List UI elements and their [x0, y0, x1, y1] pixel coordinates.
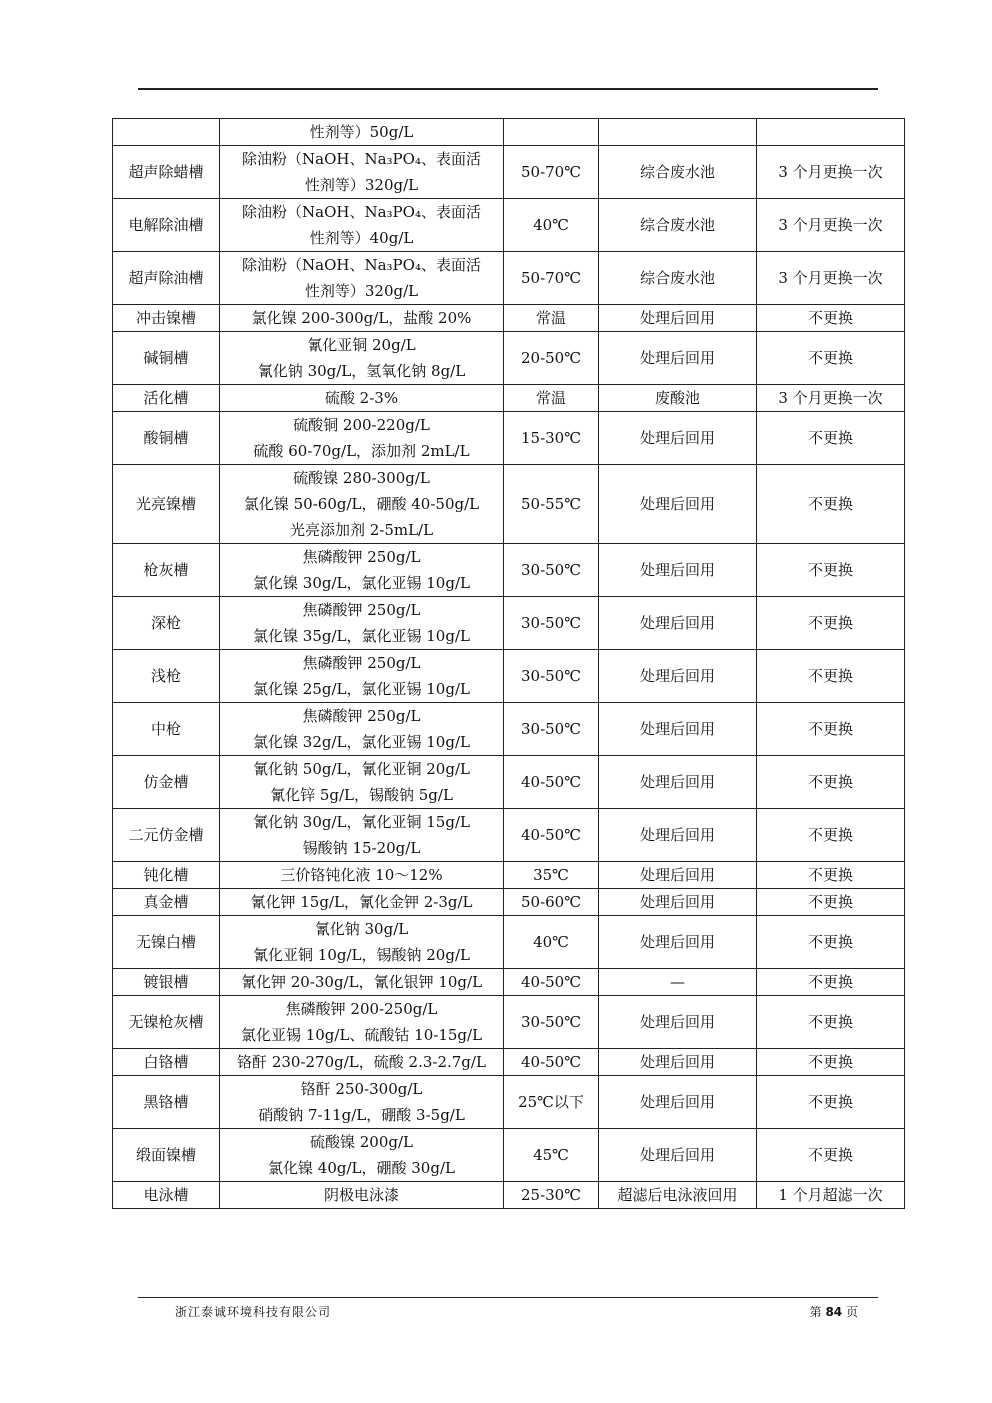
bath-name-cell: 电泳槽 [113, 1182, 220, 1209]
solution-line: 氯化镍 25g/L，氯化亚锡 10g/L [253, 680, 470, 698]
table-row [113, 1049, 905, 1076]
table-row [113, 889, 905, 916]
solution-cell [220, 996, 504, 1049]
solution-line: 氯化镍 200-300g/L，盐酸 20% [251, 309, 472, 327]
solution-line: 氯化镍 30g/L，氯化亚锡 10g/L [253, 574, 470, 592]
bath-name-cell: 真金槽 [113, 889, 220, 916]
table-row [113, 650, 905, 703]
solution-line: 性剂等）320g/L [304, 176, 419, 194]
bath-name-cell: 仿金槽 [113, 756, 220, 809]
table-row [113, 703, 905, 756]
destination-cell: — [599, 969, 757, 996]
temperature-cell: 40-50℃ [504, 809, 599, 862]
destination-cell: 综合废水池 [599, 199, 757, 252]
destination-cell: 处理后回用 [599, 544, 757, 597]
table-row [113, 809, 905, 862]
table-row [113, 1076, 905, 1129]
destination-cell: 处理后回用 [599, 996, 757, 1049]
bath-name-cell: 酸铜槽 [113, 412, 220, 465]
temperature-cell: 50-70℃ [504, 146, 599, 199]
destination-cell: 处理后回用 [599, 650, 757, 703]
solution-cell [220, 916, 504, 969]
replacement-cell: 不更换 [757, 465, 905, 544]
solution-line: 除油粉（NaOH、Na₃PO₄、表面活 [242, 203, 481, 221]
table-row [113, 146, 905, 199]
solution-line: 锡酸钠 15-20g/L [302, 839, 421, 857]
temperature-cell: 25-30℃ [504, 1182, 599, 1209]
destination-cell: 废酸池 [599, 385, 757, 412]
page-number: 84 [825, 1305, 843, 1319]
solution-line: 三价铬钝化液 10～12% [280, 866, 443, 884]
solution-cell [220, 809, 504, 862]
replacement-cell [757, 119, 905, 146]
replacement-cell: 不更换 [757, 1076, 905, 1129]
temperature-cell: 35℃ [504, 862, 599, 889]
solution-line: 阴极电泳漆 [323, 1186, 399, 1204]
temperature-cell: 15-30℃ [504, 412, 599, 465]
temperature-cell: 40℃ [504, 916, 599, 969]
temperature-cell: 30-50℃ [504, 597, 599, 650]
replacement-cell: 1 个月超滤一次 [757, 1182, 905, 1209]
bath-name-cell: 电解除油槽 [113, 199, 220, 252]
solution-line: 铬酐 250-300g/L [300, 1080, 423, 1098]
table-row [113, 199, 905, 252]
solution-cell [220, 889, 504, 916]
solution-line: 焦磷酸钾 250g/L [302, 707, 421, 725]
table-row [113, 916, 905, 969]
replacement-cell: 不更换 [757, 969, 905, 996]
solution-cell [220, 412, 504, 465]
solution-line: 氰化钠 50g/L，氰化亚铜 20g/L [253, 760, 470, 778]
solution-line: 氰化钠 30g/L，氢氧化钠 8g/L [257, 362, 466, 380]
solution-line: 硫酸镍 280-300g/L [293, 469, 430, 487]
replacement-cell: 3 个月更换一次 [757, 385, 905, 412]
temperature-cell: 50-55℃ [504, 465, 599, 544]
solution-line: 氯化镍 50-60g/L，硼酸 40-50g/L [243, 495, 480, 513]
replacement-cell: 不更换 [757, 996, 905, 1049]
destination-cell: 综合废水池 [599, 146, 757, 199]
solution-cell [220, 862, 504, 889]
destination-cell: 处理后回用 [599, 1049, 757, 1076]
solution-line: 氰化钠 30g/L，氰化亚铜 15g/L [253, 813, 470, 831]
solution-cell [220, 465, 504, 544]
solution-cell [220, 1076, 504, 1129]
solution-line: 氰化钠 30g/L [314, 920, 409, 938]
table-row [113, 862, 905, 889]
temperature-cell: 40℃ [504, 199, 599, 252]
replacement-cell: 3 个月更换一次 [757, 199, 905, 252]
destination-cell: 超滤后电泳液回用 [599, 1182, 757, 1209]
replacement-cell: 不更换 [757, 1129, 905, 1182]
solution-cell [220, 305, 504, 332]
bath-name-cell: 枪灰槽 [113, 544, 220, 597]
destination-cell: 处理后回用 [599, 332, 757, 385]
temperature-cell: 常温 [504, 305, 599, 332]
table-row [113, 1129, 905, 1182]
temperature-cell: 40-50℃ [504, 1049, 599, 1076]
temperature-cell: 45℃ [504, 1129, 599, 1182]
bath-name-cell: 二元仿金槽 [113, 809, 220, 862]
destination-cell: 处理后回用 [599, 1076, 757, 1129]
destination-cell: 处理后回用 [599, 916, 757, 969]
solution-line: 氰化钾 20-30g/L，氰化银钾 10g/L [240, 973, 483, 991]
destination-cell: 处理后回用 [599, 465, 757, 544]
table-row [113, 756, 905, 809]
replacement-cell: 3 个月更换一次 [757, 252, 905, 305]
solution-cell [220, 544, 504, 597]
table-row [113, 412, 905, 465]
solution-cell [220, 1182, 504, 1209]
table-row [113, 385, 905, 412]
bath-table [112, 118, 905, 1209]
destination-cell: 处理后回用 [599, 412, 757, 465]
bath-name-cell [113, 119, 220, 146]
bath-name-cell: 超声除油槽 [113, 252, 220, 305]
replacement-cell: 不更换 [757, 862, 905, 889]
table-row [113, 465, 905, 544]
table-row [113, 119, 905, 146]
table-row [113, 544, 905, 597]
page-suffix: 页 [845, 1305, 858, 1319]
solution-line: 性剂等）40g/L [309, 229, 414, 247]
table-row [113, 969, 905, 996]
solution-line: 性剂等）320g/L [304, 282, 419, 300]
solution-line: 氰化亚铜 20g/L [307, 336, 416, 354]
bath-name-cell: 浅枪 [113, 650, 220, 703]
bath-name-cell: 镀银槽 [113, 969, 220, 996]
bath-name-cell: 白铬槽 [113, 1049, 220, 1076]
footer-page-number [810, 1303, 858, 1320]
replacement-cell: 不更换 [757, 889, 905, 916]
solution-line: 氰化锌 5g/L，锡酸钠 5g/L [270, 786, 453, 804]
table-row [113, 597, 905, 650]
bath-name-cell: 超声除蜡槽 [113, 146, 220, 199]
solution-cell [220, 650, 504, 703]
temperature-cell: 常温 [504, 385, 599, 412]
destination-cell: 处理后回用 [599, 809, 757, 862]
temperature-cell: 20-50℃ [504, 332, 599, 385]
table-row [113, 305, 905, 332]
temperature-cell: 30-50℃ [504, 650, 599, 703]
temperature-cell: 30-50℃ [504, 996, 599, 1049]
solution-line: 氯化亚锡 10g/L、硫酸钴 10-15g/L [240, 1026, 483, 1044]
solution-cell [220, 199, 504, 252]
solution-line: 氯化镍 35g/L，氯化亚锡 10g/L [253, 627, 470, 645]
solution-cell [220, 1129, 504, 1182]
header-rule [138, 88, 878, 90]
solution-line: 焦磷酸钾 250g/L [302, 601, 421, 619]
solution-line: 焦磷酸钾 250g/L [302, 548, 421, 566]
solution-line: 除油粉（NaOH、Na₃PO₄、表面活 [242, 150, 481, 168]
bath-name-cell: 深枪 [113, 597, 220, 650]
solution-cell [220, 1049, 504, 1076]
bath-name-cell: 冲击镍槽 [113, 305, 220, 332]
destination-cell: 处理后回用 [599, 862, 757, 889]
solution-cell [220, 146, 504, 199]
destination-cell: 处理后回用 [599, 703, 757, 756]
footer-company: 浙江泰诚环境科技有限公司 [175, 1305, 332, 1319]
replacement-cell: 不更换 [757, 332, 905, 385]
destination-cell: 处理后回用 [599, 889, 757, 916]
replacement-cell: 不更换 [757, 1049, 905, 1076]
bath-name-cell: 碱铜槽 [113, 332, 220, 385]
solution-line: 硫酸铜 200-220g/L [293, 416, 430, 434]
solution-line: 焦磷酸钾 200-250g/L [285, 1000, 438, 1018]
bath-name-cell: 活化槽 [113, 385, 220, 412]
bath-name-cell: 光亮镍槽 [113, 465, 220, 544]
temperature-cell: 25℃以下 [504, 1076, 599, 1129]
destination-cell: 处理后回用 [599, 1129, 757, 1182]
solution-cell [220, 252, 504, 305]
solution-line: 氯化镍 40g/L，硼酸 30g/L [268, 1159, 455, 1177]
solution-cell [220, 597, 504, 650]
table-row [113, 1182, 905, 1209]
solution-cell [220, 969, 504, 996]
replacement-cell: 不更换 [757, 916, 905, 969]
solution-line: 硫酸 2-3% [324, 389, 399, 407]
bath-name-cell: 钝化槽 [113, 862, 220, 889]
temperature-cell: 40-50℃ [504, 969, 599, 996]
bath-name-cell: 黑铬槽 [113, 1076, 220, 1129]
solution-line: 性剂等）50g/L [309, 123, 414, 141]
page-prefix: 第 [809, 1305, 822, 1319]
solution-cell [220, 119, 504, 146]
solution-line: 硫酸 60-70g/L，添加剂 2mL/L [253, 442, 470, 460]
destination-cell: 处理后回用 [599, 305, 757, 332]
solution-cell [220, 385, 504, 412]
replacement-cell: 不更换 [757, 650, 905, 703]
temperature-cell: 50-70℃ [504, 252, 599, 305]
solution-cell [220, 703, 504, 756]
temperature-cell: 50-60℃ [504, 889, 599, 916]
solution-line: 铬酐 230-270g/L，硫酸 2.3-2.7g/L [237, 1053, 486, 1071]
destination-cell [599, 119, 757, 146]
solution-line: 光亮添加剂 2-5mL/L [289, 521, 434, 539]
bath-name-cell: 缎面镍槽 [113, 1129, 220, 1182]
replacement-cell: 不更换 [757, 809, 905, 862]
temperature-cell: 30-50℃ [504, 544, 599, 597]
bath-name-cell: 无镍枪灰槽 [113, 996, 220, 1049]
solution-cell [220, 756, 504, 809]
solution-line: 氯化镍 32g/L，氯化亚锡 10g/L [253, 733, 470, 751]
bath-name-cell: 无镍白槽 [113, 916, 220, 969]
temperature-cell: 30-50℃ [504, 703, 599, 756]
solution-line: 氰化钾 15g/L，氰化金钾 2-3g/L [250, 893, 473, 911]
solution-line: 硫酸镍 200g/L [309, 1133, 413, 1151]
replacement-cell: 3 个月更换一次 [757, 146, 905, 199]
destination-cell: 综合废水池 [599, 252, 757, 305]
replacement-cell: 不更换 [757, 703, 905, 756]
solution-cell [220, 332, 504, 385]
replacement-cell: 不更换 [757, 305, 905, 332]
table-row [113, 996, 905, 1049]
solution-line: 除油粉（NaOH、Na₃PO₄、表面活 [242, 256, 481, 274]
footer-rule [138, 1297, 878, 1298]
solution-line: 氰化亚铜 10g/L，锡酸钠 20g/L [253, 946, 470, 964]
solution-line: 焦磷酸钾 250g/L [302, 654, 421, 672]
bath-name-cell: 中枪 [113, 703, 220, 756]
replacement-cell: 不更换 [757, 756, 905, 809]
replacement-cell: 不更换 [757, 597, 905, 650]
table-row [113, 332, 905, 385]
temperature-cell [504, 119, 599, 146]
temperature-cell: 40-50℃ [504, 756, 599, 809]
table-row [113, 252, 905, 305]
replacement-cell: 不更换 [757, 544, 905, 597]
replacement-cell: 不更换 [757, 412, 905, 465]
destination-cell: 处理后回用 [599, 597, 757, 650]
destination-cell: 处理后回用 [599, 756, 757, 809]
solution-line: 硝酸钠 7-11g/L，硼酸 3-5g/L [258, 1106, 465, 1124]
